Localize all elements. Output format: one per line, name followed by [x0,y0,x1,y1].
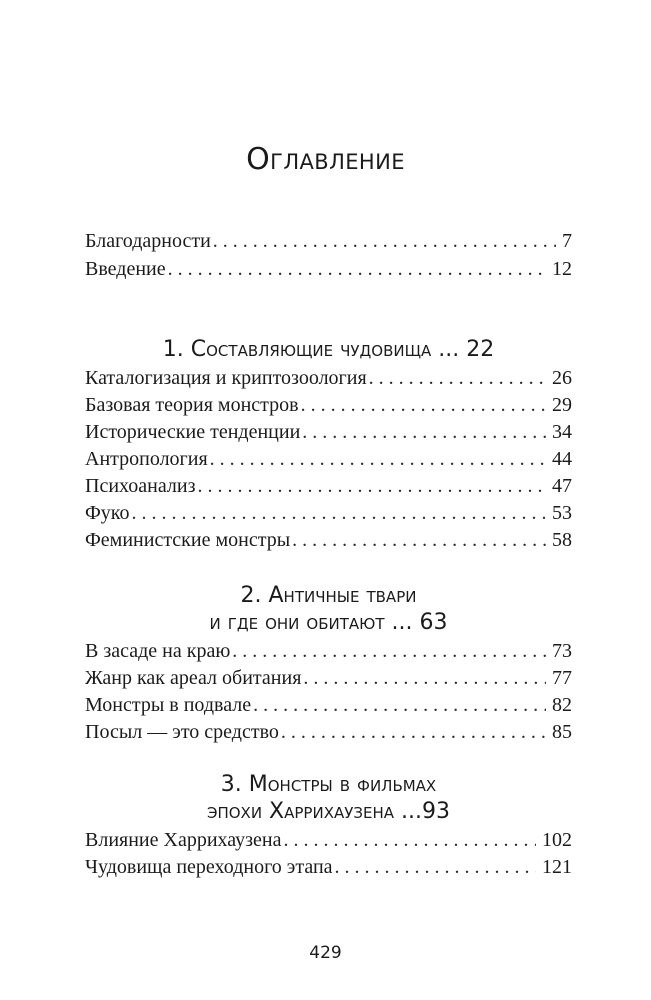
toc-entry-page: 12 [552,258,572,280]
toc-entry-title: Антропология [85,448,208,470]
toc-entry [85,227,572,255]
section-heading-line: 3. Монстры в фильмах [220,772,437,797]
leader-dots [210,446,546,473]
section-heading [85,336,572,363]
leader-dots [213,227,556,255]
toc-entry-title: Чудовища переходного этапа [85,856,333,878]
toc-entry [85,665,572,692]
toc-entry [85,473,572,500]
toc-entry [85,719,572,746]
toc-entry-page: 58 [552,529,572,551]
toc-entry-page: 26 [552,367,572,389]
toc-entry-page: 73 [552,640,572,662]
toc-entry-page: 102 [542,829,572,851]
leader-dots [302,419,546,446]
toc-entry-title: Жанр как ареал обитания [85,667,302,689]
toc-entry [85,527,572,554]
toc-entry-page: 121 [542,856,572,878]
section-heading-line: эпохи Харрихаузена ...93 [207,799,450,824]
toc-entry [85,446,572,473]
leader-dots [168,255,546,283]
toc-entry-title: Базовая теория монстров [85,394,299,416]
toc-section-2 [85,582,572,746]
toc-entry-page: 44 [552,448,572,470]
toc-section-1 [85,336,572,554]
toc-entry-page: 7 [562,230,572,252]
toc-entry-title: Посыл — это средство [85,721,279,743]
toc-entry [85,255,572,283]
section-heading [85,771,572,825]
page-number: 429 [309,943,342,963]
leader-dots [303,665,546,692]
leader-dots [369,365,546,392]
toc-entry-page: 53 [552,502,572,524]
toc-entry-title: Благодарности [85,230,211,252]
leader-dots [132,500,546,527]
leader-dots [335,854,536,881]
toc-entry-title: Каталогизация и криптозоология [85,367,367,389]
toc-entry-title: Влияние Харрихаузена [85,829,282,851]
leader-dots [253,692,546,719]
toc-entry [85,419,572,446]
toc-entry-page: 34 [552,421,572,443]
toc-entry-page: 85 [552,721,572,743]
section-heading-line: 2. Античные твари [240,583,417,608]
toc-entry [85,827,572,854]
toc-entry [85,854,572,881]
toc-entry [85,392,572,419]
toc-entry-page: 77 [552,667,572,689]
leader-dots [232,638,546,665]
leader-dots [281,719,546,746]
front-matter-list [85,227,572,283]
toc-entry-page: 29 [552,394,572,416]
toc-entry-title: Исторические тенденции [85,421,301,443]
toc-entry-title: Фуко [85,502,130,524]
toc-entry [85,365,572,392]
toc-entry [85,638,572,665]
toc-section-3 [85,771,572,881]
section-heading [85,582,572,636]
section-heading-line: 1. Составляющие чудовища ... 22 [162,337,495,362]
toc-entry-title: В засаде на краю [85,640,231,662]
toc-entry-page: 82 [552,694,572,716]
toc-entry-title: Психоанализ [85,475,196,497]
section-heading-line: и где они обитают ... 63 [209,610,448,635]
leader-dots [197,473,546,500]
leader-dots [292,527,546,554]
toc-entry-title: Феминистские монстры [85,529,291,551]
toc-entry [85,500,572,527]
toc-entry [85,692,572,719]
toc-entry-page: 47 [552,475,572,497]
page-title: Оглавление [246,142,405,177]
toc-entry-title: Монстры в подвале [85,694,252,716]
leader-dots [283,827,536,854]
leader-dots [301,392,546,419]
toc-entry-title: Введение [85,258,166,280]
